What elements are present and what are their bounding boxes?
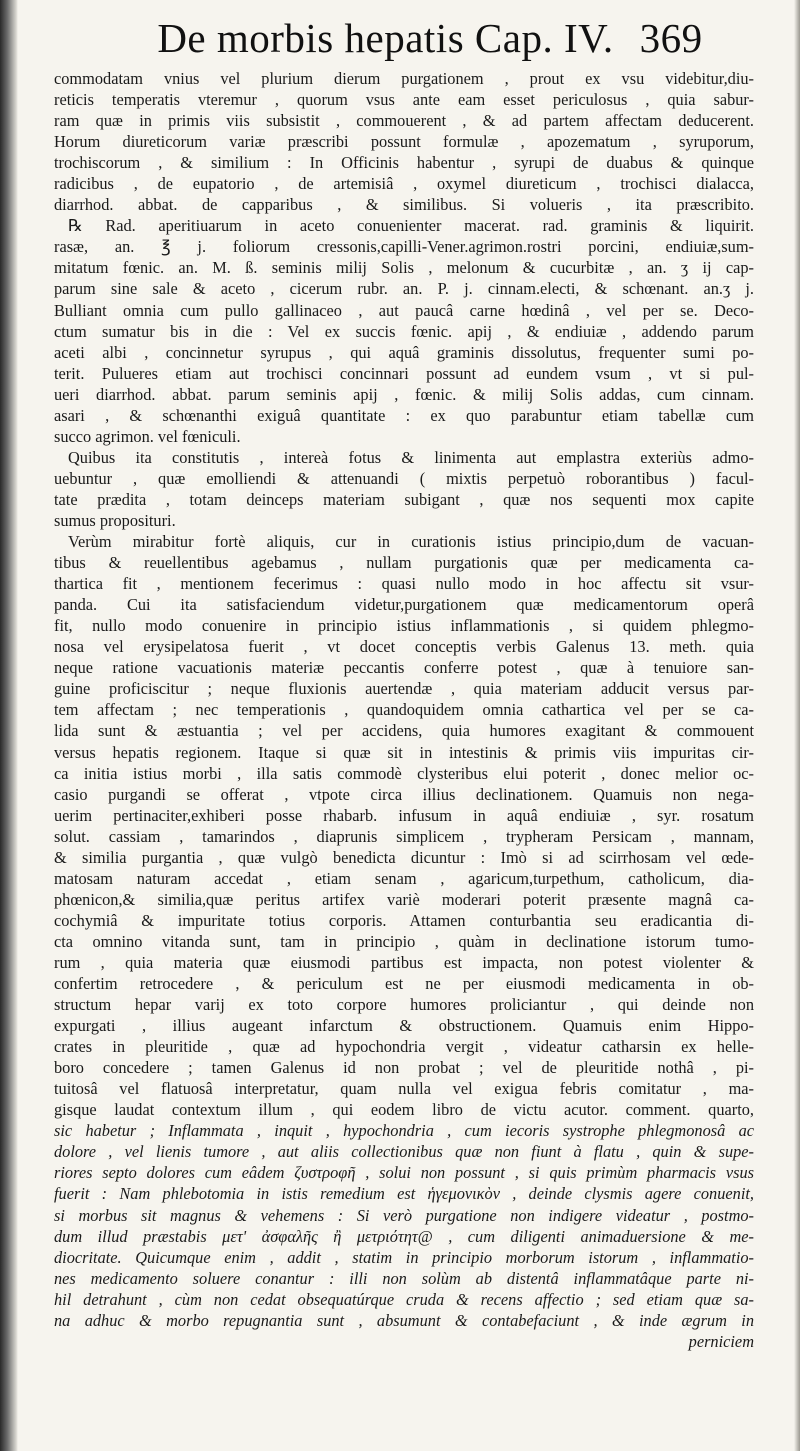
text-line: aceti albi , concinnetur syrupus , qui aquâ graminis dissolutus, frequenter sumi po-	[54, 342, 754, 362]
text-line: fit, nullo modo conuenire in principio istius inflammationis , si quidem phlegmo-	[54, 616, 754, 636]
text-line: boro concedere ; tamen Galenus id non probat ; vel de pleuritide nothâ , pi-	[54, 1058, 754, 1078]
text-line: & similia purgantia , quæ vulgò benedicta dicuntur : Imò si ad scirrhosam vel œde-	[54, 847, 754, 867]
text-line: lida sunt & æstuantia ; vel per accidens, quia humores exagitant & commouent	[54, 721, 754, 741]
text-line: terit. Pulueres etiam aut trochisci concinnari possunt ad eundem vsum , vt si pul-	[54, 363, 754, 383]
text-line: fuerit : Nam phlebotomia in istis remedium est ἡγεμονικὸν , deinde clysmis agere conuenit,	[54, 1184, 754, 1204]
text-line: structum hepar varij ex toto corpore humores proliciantur , qui deinde non	[54, 995, 754, 1015]
text-line: sumus proposituri.	[54, 510, 176, 530]
text-line: Bulliant omnia cum pullo gallinaceo , aut paucâ carne hœdinâ , vel per se. Deco-	[54, 300, 754, 320]
text-line: asari , & schœnanthi exiguâ quantitate : ex quo parabuntur etiam tabellæ cum	[54, 405, 754, 425]
text-line: dolore , vel lienis tumore , aut aliis collectionibus quæ non fiunt à flatu , quin & supe-	[54, 1142, 754, 1162]
text-line: tem affectam ; nec temperationis , quandoquidem omnia cathartica vel per se ca-	[54, 700, 754, 720]
text-line: riores septo dolores cum eâdem ζυστροφῆ , solui non possunt , si quis primùm pharmacis vsus	[54, 1163, 754, 1183]
text-line: ueri diarrhod. abbat. parum seminis apij , fœnic. & milij Solis addas, cum cinnam.	[54, 384, 754, 404]
text-line: radicibus , de eupatorio , de artemisiâ , oxymel diureticum , trochisci dialacca,	[54, 174, 754, 194]
text-line: tibus & reuellentibus agebamus , nullam purgationis quæ per medicamenta ca-	[54, 553, 754, 573]
text-line: crates in pleuritide , quæ ad hypochondria vergit , videatur catharsin ex helle-	[54, 1037, 754, 1057]
text-line: phœnicon,& similia,quæ peritus artifex variè moderari poterit præsente magnâ ca-	[54, 889, 754, 909]
text-line: thartica fit , mentionem fecerimus : quasi nullo modo in hoc affectu sit vsur-	[54, 574, 754, 594]
text-line: mitatum fœnic. an. M. ß. seminis milij Solis , melonum & cucurbitæ , an. ʒ ij cap-	[54, 258, 754, 278]
text-line: neque ratione vacuationis materiæ peccantis conferre potest , quæ à tenuiore san-	[54, 658, 754, 678]
text-line: solut. cassiam , tamarindos , diaprunis simplicem , trypheram Persicam , mannam,	[54, 826, 754, 846]
text-line: casio purgandi se offerat , vtpote circa illius declinationem. Quamuis non nega-	[54, 784, 754, 804]
running-title: De morbis hepatis Cap. IV.	[157, 15, 614, 61]
text-line: rasæ, an. ℥ j. foliorum cressonis,capilli-Vener.agrimon.rostri porcini, endiuiæ,sum-	[54, 237, 754, 257]
text-line: ram quæ in primis viis subsistit , commouerent , & ad partem affectam deducerent.	[54, 111, 754, 131]
text-line: expurgati , illius augeant infarctum & obstructionem. Quamuis enim Hippo-	[54, 1016, 754, 1036]
text-line: tate prædita , totam deinceps materiam subigant , quæ nos sequenti mox capite	[54, 489, 754, 509]
text-line: ctum sumatur bis in die : Vel ex succis fœnic. apij , & endiuiæ , addendo parum	[54, 321, 754, 341]
text-line: gisque laudat contextum illum , qui eodem libro de victu acutor. comment. quarto,	[54, 1100, 754, 1120]
text-line: diocritate. Quicumque enim , addit , statim in principio morborum istorum , inflammatio-	[54, 1247, 754, 1267]
text-line: matosam naturam accedat , etiam senam , agaricum,turpethum, catholicum, dia-	[54, 868, 754, 888]
text-line: diarrhod. abbat. de capparibus , & similibus. Si volueris , ita præscribito.	[54, 195, 754, 215]
text-line: guine proficiscitur ; neque fluxionis auertendæ , quia materiam adducit versus par-	[54, 679, 754, 699]
text-line: panda. Cui ita satisfaciendum videtur,purgationem quæ medicamentorum operâ	[54, 595, 754, 615]
text-line: cta omnino vitanda sunt, tam in principio , quàm in declinatione istorum tumo-	[54, 931, 754, 951]
text-line: trochiscorum , & similium : In Officinis habentur , syrupi de duabus & quinque	[54, 153, 754, 173]
text-line: Quibus ita constitutis , intereà fotus & linimenta aut emplastra exteriùs admo-	[68, 447, 754, 467]
text-line: Horum diureticorum variæ præscribi possunt formulæ , apozematum , syruporum,	[54, 132, 754, 152]
body-text	[54, 68, 754, 1352]
binding-shadow	[0, 0, 18, 1451]
text-line: succo agrimon. vel fœniculi.	[54, 426, 241, 446]
text-line: uebuntur , quæ emolliendi & attenuandi ( mixtis perpetuò roborantibus ) facul-	[54, 468, 754, 488]
text-line: nosa vel erysipelatosa fuerit , vt docet conceptis verbis Galenus 13. meth. quia	[54, 637, 754, 657]
text-line: ca initia istius morbi , illa satis commodè clysteribus elui poterit , donec melior oc-	[54, 763, 754, 783]
text-line: hil detrahunt , cùm non cedat obsequatúrque cruda & recens affectio ; sed etiam quæ sa-	[54, 1289, 754, 1309]
text-line: parum sine sale & aceto , cicerum rubr. an. P. j. cinnam.electi, & schœnant. an.ʒ j.	[54, 279, 754, 299]
text-line: perniciem	[688, 1331, 754, 1351]
text-line: sic habetur ; Inflammata , inquit , hypochondria , cum iecoris systrophe phlegmonosâ ac	[54, 1121, 754, 1141]
page-number: 369	[639, 15, 703, 61]
text-line: reticis temperatis vteremur , quorum vsus ante eam esset periculosus , quia sabur-	[54, 90, 754, 110]
text-line: versus hepatis regionem. Itaque si quæ sit in intestinis & primis viis impuritas cir-	[54, 742, 754, 762]
text-line: commodatam vnius vel plurium dierum purgationem , prout ex vsu videbitur,diu-	[54, 69, 754, 88]
running-head	[150, 14, 710, 62]
text-line: Verùm mirabitur fortè aliquis, cur in curationis istius principio,dum de vacuan-	[68, 532, 754, 552]
text-line: tuitosâ vel flatuosâ interpretatur, quam nulla vel exigua febris comitatur , ma-	[54, 1079, 754, 1099]
text-line: dum illud præstabis μετ' ἀσφαλῆς ἢ μετριότητ@ , cum diligenti animaduersione & me-	[54, 1226, 754, 1246]
text-line: rum , quia materia quæ eiusmodi partibus est impacta, non potest violenter &	[54, 952, 754, 972]
page-edge	[794, 0, 800, 1451]
text-line: si morbus sit magnus & vehemens : Si verò purgatione non indigere videatur , postmo-	[54, 1205, 754, 1225]
text-line: na adhuc & morbo repugnantia sunt , absumunt & contabefaciunt , & inde ægrum in	[54, 1310, 754, 1330]
text-line: confertim retrocedere , & periculum est ne per eiusmodi medicamenta in ob-	[54, 974, 754, 994]
text-line: cochymiâ & impuritate totius corporis. Attamen conturbantia seu eradicantia di-	[54, 910, 754, 930]
text-line: nes medicamento soluere conantur : illi non solùm ab distentâ inflammatâque parte ni-	[54, 1268, 754, 1288]
text-line: uerim pertinaciter,exhiberi posse rhabarb. infusum in aquâ endiuiæ , syr. rosatum	[54, 805, 754, 825]
text-line: ℞ Rad. aperitiuarum in aceto conuenienter macerat. rad. graminis & liquirit.	[68, 216, 754, 236]
